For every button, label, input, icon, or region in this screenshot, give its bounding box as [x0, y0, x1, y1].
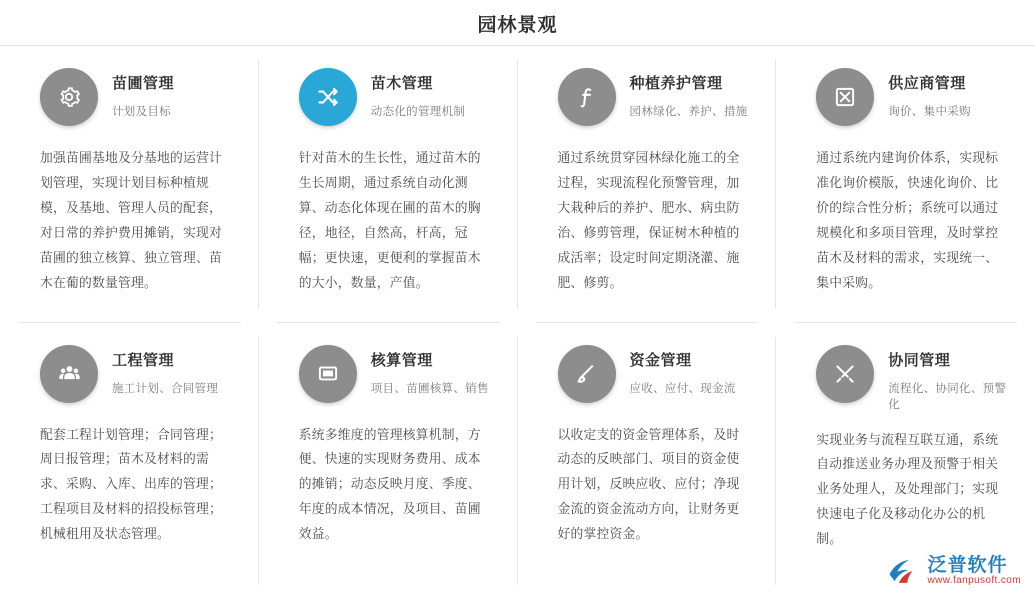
card-body: 实现业务与流程互联互通，系统自动推送业务办理及预警于相关业务处理人，及处理部门；实现快速电子化及移动化办公的机制。 [816, 428, 1009, 553]
feature-card-nursery [0, 46, 259, 323]
function-icon [558, 68, 616, 126]
page-title: 园林景观 [0, 0, 1035, 45]
card-header [299, 68, 492, 130]
card-body: 配套工程计划管理；合同管理；周日报管理；苗木及材料的需求、采购、入库、出库的管理；工程项目及材料的招投标管理；机械租用及状态管理。 [40, 423, 233, 548]
card-subtitle: 应收、应付、现金流 [630, 380, 736, 396]
tools-icon [816, 345, 874, 403]
feature-card-planting-maintenance [518, 46, 777, 323]
card-header [299, 345, 492, 407]
card-title: 种植养护管理 [630, 72, 748, 93]
card-heading-text [112, 68, 174, 119]
shuffle-icon [299, 68, 357, 126]
card-heading-text [888, 345, 1009, 412]
people-icon [40, 345, 98, 403]
card-heading-text [371, 345, 489, 396]
card-subtitle: 园林绿化、养护、措施 [630, 103, 748, 119]
card-body: 通过系统贯穿园林绿化施工的全过程，实现流程化预警管理，加大栽种后的养护、肥水、病虫防治、修剪管理，保证树木种植的成活率；设定时间定期浇灌、施肥、修剪。 [558, 146, 751, 296]
logo-url: www.fanpusoft.com [927, 576, 1021, 587]
card-body: 以收定支的资金管理体系，及时动态的反映部门、项目的资金使用计划，反映应收、应付；净现金流的资金流动方向，让财务更好的掌控资金。 [558, 423, 751, 548]
card-subtitle: 施工计划、合同管理 [112, 380, 218, 396]
card-header [816, 345, 1009, 412]
feature-card-supplier [776, 46, 1035, 323]
card-header [40, 68, 233, 130]
card-body: 加强苗圃基地及分基地的运营计划管理，实现计划目标种植规模，及基地、管理人员的配套，对日常的养护费用摊销，实现对苗圃的独立核算、独立管理、苗木在葡的数量管理。 [40, 146, 233, 296]
gear-icon [40, 68, 98, 126]
card-subtitle: 流程化、协同化、预警化 [888, 380, 1009, 412]
card-title: 工程管理 [112, 349, 218, 370]
card-subtitle: 项目、苗圃核算、销售 [371, 380, 489, 396]
feature-card-accounting [259, 323, 518, 599]
card-header [816, 68, 1009, 130]
card-body: 通过系统内建询价体系，实现标准化询价模版，快速化询价、比价的综合性分析；系统可以通过规模化和多项目管理，及时掌控苗木及材料的需求，实现统一、集中采购。 [816, 146, 1009, 296]
card-heading-text [888, 68, 971, 119]
card-title: 苗圃管理 [112, 72, 174, 93]
card-header [40, 345, 233, 407]
card-heading-text [112, 345, 218, 396]
supplier-box-icon [816, 68, 874, 126]
card-title: 协同管理 [888, 349, 1009, 370]
card-header [558, 68, 751, 130]
card-title: 资金管理 [630, 349, 736, 370]
feature-card-funds [518, 323, 777, 599]
company-logo [887, 556, 1021, 586]
card-heading-text [371, 68, 465, 119]
card-title: 苗木管理 [371, 72, 465, 93]
card-header [558, 345, 751, 407]
logo-text [927, 556, 1021, 586]
feature-grid [0, 46, 1035, 599]
logo-company-name: 泛普软件 [927, 556, 1021, 576]
card-subtitle: 计划及目标 [112, 103, 174, 119]
card-body: 系统多维度的管理核算机制，方便、快速的实现财务费用、成本的摊销；动态反映月度、季度、年度的成本情况，及项目、苗圃效益。 [299, 423, 492, 548]
feature-card-seedling [259, 46, 518, 323]
card-subtitle: 询价、集中采购 [888, 103, 971, 119]
card-heading-text [630, 68, 748, 119]
card-heading-text [630, 345, 736, 396]
card-title: 核算管理 [371, 349, 489, 370]
monitor-icon [299, 345, 357, 403]
logo-mark-icon [887, 556, 921, 586]
feature-card-engineering [0, 323, 259, 599]
card-title: 供应商管理 [888, 72, 971, 93]
card-body: 针对苗木的生长性，通过苗木的生长周期，通过系统自动化测算、动态化体现在圃的苗木的胸径，地径，自然高，杆高，冠幅；更快速，更便利的掌握苗木的大小，数量，产值。 [299, 146, 492, 296]
card-subtitle: 动态化的管理机制 [371, 103, 465, 119]
brush-icon [558, 345, 616, 403]
